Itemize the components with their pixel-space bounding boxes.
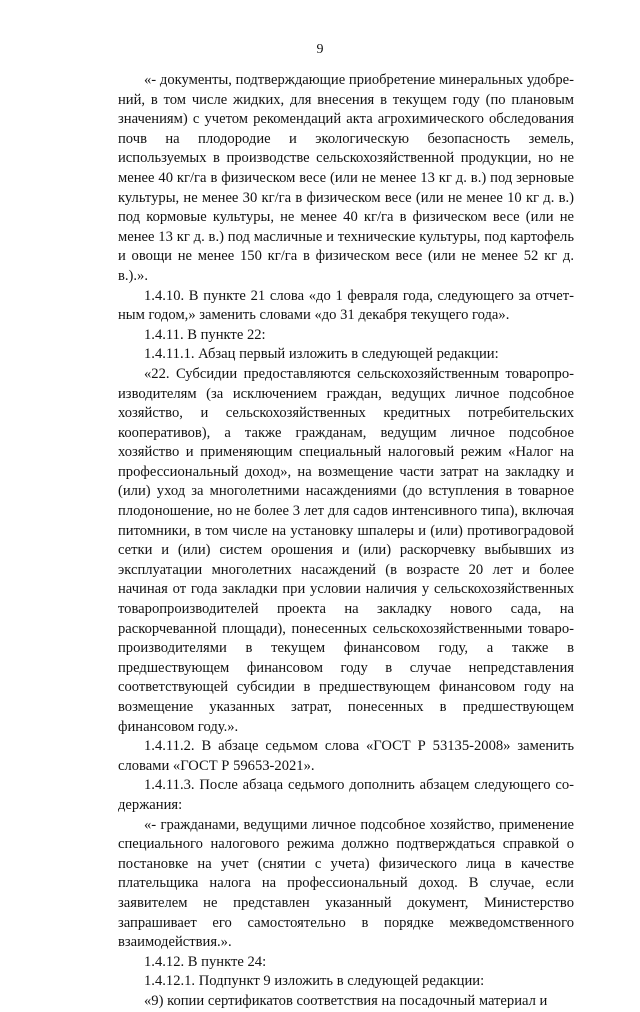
paragraph-subpoint-9: «9) копии сертификатов соответствия на посадочный материал и — [144, 992, 548, 1009]
document-body — [118, 71, 574, 1012]
paragraph-point-22: «22. Субсидии предоставляются сельскохозяйственным товаропроизводителям (за исключением граждан, ведущих личное подсобное хозяйство, и сельскохозяйственных кредитных потребительских кооперативов), а также гражданам, ведущим личное подсобное хозяйство и применяющим специальный налоговый режим «Налог на профессиональный доход», на возмещение части затрат на закладку и (или) уход за многолетними насаждениями (до вступления в товарное плодоношение, но не более 3 лет для садов интенсивного типа), включая питомники, в том числе на установку шпалеры и (или) противоградовой сетки и (или) систем орошения и (или) раскорчевку выбывших из эксплуатации многолетних насаждений (в возрасте 20 лет и более начиная от года закладки при условии наличия у сельскохозяйственных товаропроизводителей проекта на закладку нового сада, на раскорчеванной площади), понесенных сельскохозяйственными товаропроизводителями в текущем финансовом году, а также в предшествующем финансовом году в случае непредставления соответствующей субсидии в предшествующем финансовом году на возмещение указанных затрат, понесенных в предшествующем финансовом году.». — [118, 365, 574, 735]
paragraph-1-4-11: 1.4.11. В пункте 22: — [144, 326, 266, 343]
paragraph-1-4-10: 1.4.10. В пункте 21 слова «до 1 февраля года, следующего за отчетным годом,» заменить словами «до 31 декабря текущего года». — [118, 287, 574, 324]
paragraph-fertilizer-documents: «- документы, подтверждающие приобретение минеральных удобрений, в том числе жидких, для внесения в текущем году (по плановым значениям) с учетом рекомендаций акта агрохимического обследования почв на плодородие и экологическую безопасность земель, используемых в производстве сельскохозяйственной продукции, но не менее 40 кг/га в физическом весе (или не менее 13 кг д. в.) под зерновые культуры, не менее 30 кг/га в физическом весе (или не менее 10 кг д. в.) под кормовые культуры, не менее 40 кг/га в физическом весе (или не менее 13 кг д. в.) под масличные и технические культуры, под картофель и овощи не менее 150 кг/га в физическом весе (или не менее 52 кг д. в.).». — [118, 72, 574, 284]
paragraph-1-4-12: 1.4.12. В пункте 24: — [144, 953, 267, 970]
paragraph-1-4-11-1: 1.4.11.1. Абзац первый изложить в следующей редакции: — [144, 346, 499, 363]
page-number: 9 — [316, 42, 324, 57]
paragraph-1-4-12-1: 1.4.12.1. Подпункт 9 изложить в следующей редакции: — [144, 973, 485, 990]
paragraph-personal-farm-citizens: «- гражданами, ведущими личное подсобное хозяйство, применение специального налогового режима должно подтверждаться справкой о постановке на учет (снятии с учета) физического лица в качестве плательщика налога на профессиональный доход. В случае, если заявителем не представлен указанный документ, Министерство запрашивает его самостоятельно в порядке межведомственного взаимодействия.». — [118, 816, 574, 951]
paragraph-1-4-11-2: 1.4.11.2. В абзаце седьмом слова «ГОСТ Р 53135-2008» заменить словами «ГОСТ Р 59653-2021». — [118, 738, 574, 774]
paragraph-1-4-11-3: 1.4.11.3. После абзаца седьмого дополнить абзацем следующего содержания: — [118, 777, 574, 813]
